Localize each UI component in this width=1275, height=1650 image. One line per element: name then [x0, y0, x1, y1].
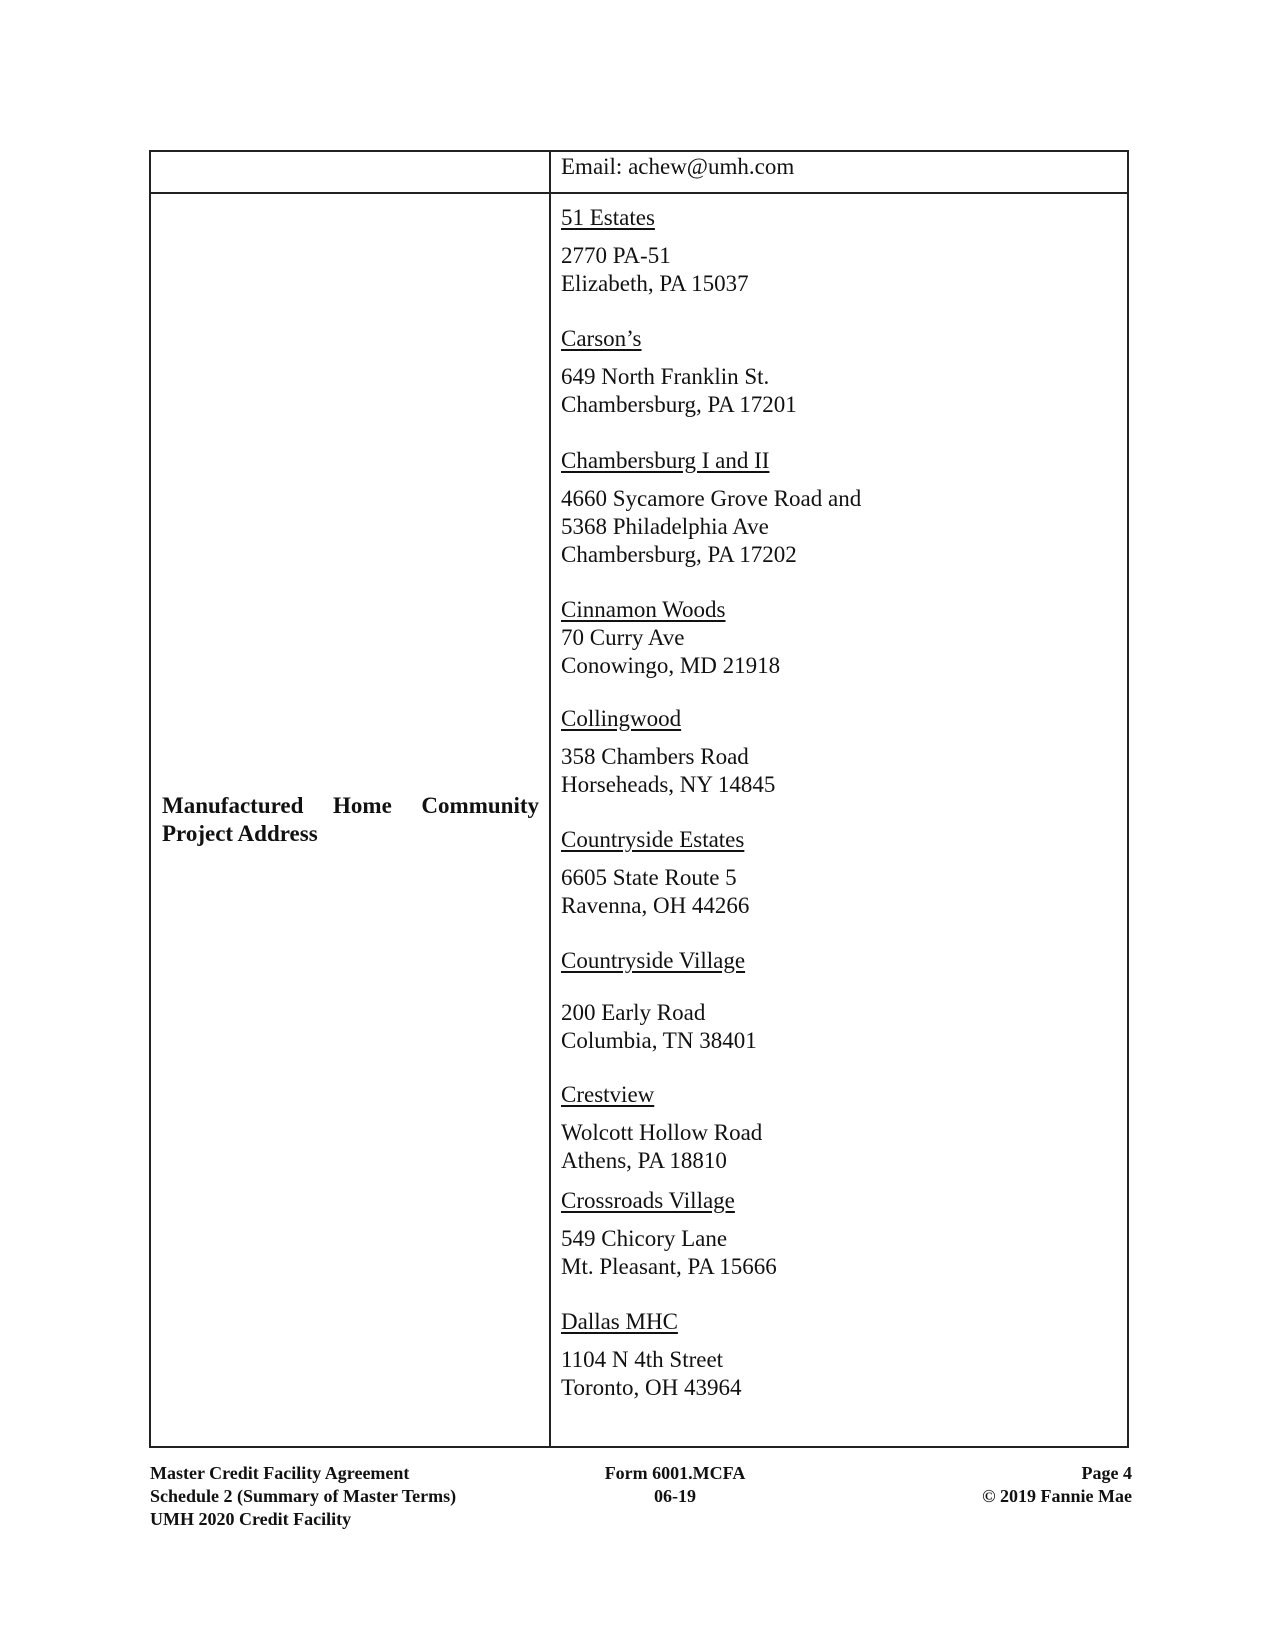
address-line: Toronto, OH 43964: [561, 1375, 742, 1400]
address-line: Ravenna, OH 44266: [561, 893, 750, 918]
copyright: © 2019 Fannie Mae: [982, 1486, 1132, 1506]
property-entry: [561, 596, 780, 680]
property-entry: [561, 447, 861, 569]
property-entry: [561, 1081, 762, 1175]
footer-facility-name: UMH 2020 Credit Facility: [150, 1509, 352, 1529]
footer-left: [150, 1462, 456, 1531]
address-line: 4660 Sycamore Grove Road and: [561, 486, 862, 511]
email-row: [150, 151, 1128, 193]
terms-table: [149, 150, 1129, 1448]
footer-form-number: Form 6001.MCFA: [604, 1463, 746, 1483]
property-name: Crestview: [561, 1082, 655, 1107]
property-entry: [561, 1187, 777, 1281]
page-number: Page 4: [1081, 1463, 1132, 1483]
property-name: Carson’s: [561, 326, 642, 351]
property-entry: [561, 826, 749, 920]
address-line: Conowingo, MD 21918: [561, 653, 781, 678]
address-line: 649 North Franklin St.: [561, 364, 770, 389]
address-line: Elizabeth, PA 15037: [561, 271, 749, 296]
property-entry: [561, 204, 749, 298]
label-cell: [150, 193, 550, 1447]
address-line: Columbia, TN 38401: [561, 1028, 757, 1053]
email-cell: Email: achew@umh.com: [550, 151, 1128, 193]
address-line: Mt. Pleasant, PA 15666: [561, 1254, 777, 1279]
address-line: 358 Chambers Road: [561, 744, 749, 769]
email-row-left-cell: [150, 151, 550, 193]
address-line: 6605 State Route 5: [561, 865, 737, 890]
property-name: Countryside Village: [561, 948, 746, 973]
property-name: Chambersburg I and II: [561, 448, 770, 473]
property-entry: [561, 1308, 741, 1402]
footer-agreement-title: Master Credit Facility Agreement: [150, 1463, 410, 1483]
addresses-row: [150, 193, 1128, 1447]
footer-form-date: 06-19: [654, 1486, 696, 1506]
footer-middle: [585, 1462, 765, 1508]
address-list: [550, 193, 1128, 1447]
property-name: Crossroads Village: [561, 1188, 735, 1213]
property-name: Countryside Estates: [561, 827, 745, 852]
address-line: 5368 Philadelphia Ave: [561, 514, 769, 539]
address-line: 200 Early Road: [561, 1000, 706, 1025]
row-label: Manufactured Home Community Project Address: [162, 793, 539, 846]
address-line: Chambersburg, PA 17201: [561, 392, 797, 417]
property-entry: [561, 705, 775, 799]
address-line: Chambersburg, PA 17202: [561, 542, 797, 567]
address-line: Athens, PA 18810: [561, 1148, 727, 1173]
property-name: Collingwood: [561, 706, 682, 731]
address-line: Horseheads, NY 14845: [561, 772, 776, 797]
footer-right: [982, 1462, 1132, 1508]
address-line: Wolcott Hollow Road: [561, 1120, 763, 1145]
property-entry: [561, 947, 757, 1055]
property-entry: [561, 325, 797, 419]
address-line: 2770 PA-51: [561, 243, 671, 268]
property-name: Dallas MHC: [561, 1309, 678, 1334]
property-name: Cinnamon Woods: [561, 597, 726, 622]
property-name: 51 Estates: [561, 205, 655, 230]
address-line: 70 Curry Ave: [561, 625, 685, 650]
address-line: 1104 N 4th Street: [561, 1347, 724, 1372]
footer-schedule-title: Schedule 2 (Summary of Master Terms): [150, 1486, 457, 1506]
address-line: 549 Chicory Lane: [561, 1226, 728, 1251]
